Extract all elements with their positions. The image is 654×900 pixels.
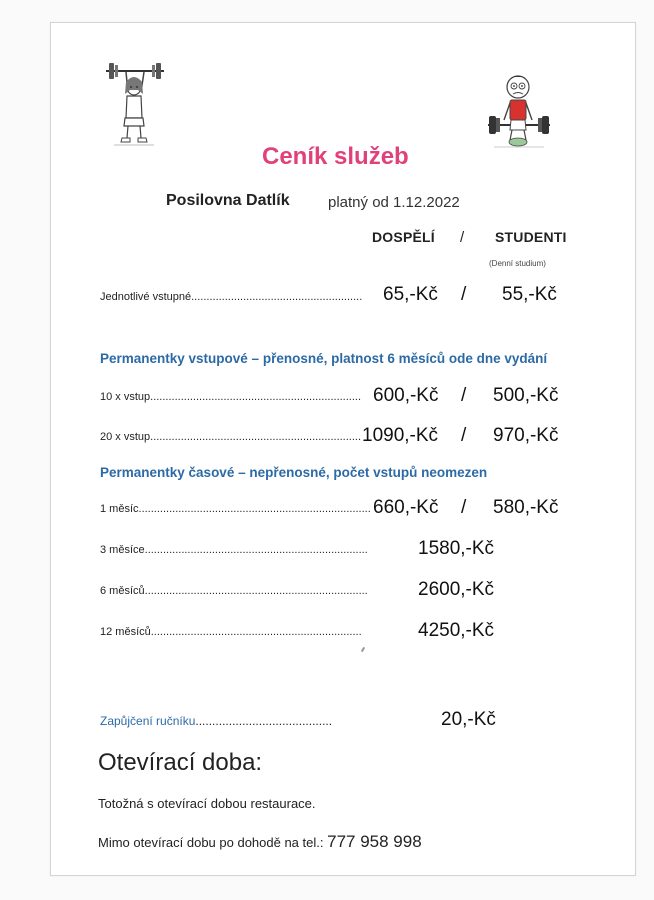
month-3-label: 3 měsíce......................................................................... <box>100 544 368 556</box>
column-adults: DOSPĚLÍ <box>372 229 435 245</box>
column-students: STUDENTI <box>495 229 567 245</box>
weightlifter-man-icon <box>484 70 554 150</box>
month-12-label: 12 měsíců..................................................................... <box>100 626 362 638</box>
month-6-label: 6 měsíců......................................................................... <box>100 585 368 597</box>
valid-from: platný od 1.12.2022 <box>328 194 460 211</box>
towel-price: 20,-Kč <box>441 709 496 730</box>
single-entry-label: Jednotlivé vstupné........................................................ <box>100 291 363 303</box>
month-12-price: 4250,-Kč <box>418 620 495 641</box>
page-title: Ceník služeb <box>262 143 409 170</box>
towel-label: Zapůjčení ručníku......................................... <box>100 714 333 728</box>
weightlifter-girl-icon <box>100 58 170 150</box>
pass-20-student-price: 970,-Kč <box>493 425 559 446</box>
single-entry-student-price: 55,-Kč <box>502 284 557 305</box>
month-1-adult-price: 660,-Kč <box>373 497 439 518</box>
students-note: (Denní studium) <box>489 259 546 268</box>
pass-10-separator: / <box>461 385 467 406</box>
column-separator: / <box>460 229 465 246</box>
month-3-price: 1580,-Kč <box>418 538 495 559</box>
phone-number: 777 958 998 <box>327 832 422 851</box>
pass-20-label: 20 x vstup..................................................................... <box>100 431 362 443</box>
single-entry-adult-price: 65,-Kč <box>383 284 438 305</box>
gym-name: Posilovna Datlík <box>166 192 290 209</box>
section-time-passes: Permanentky časové – nepřenosné, počet vstupů neomezen <box>100 465 488 480</box>
opening-hours-title: Otevírací doba: <box>98 749 263 776</box>
month-1-label: 1 měsíc............................................................................ <box>100 503 371 515</box>
opening-hours-line2: Mimo otevírací dobu po dohodě na tel.: 777 958 998 <box>98 832 422 851</box>
month-6-price: 2600,-Kč <box>418 579 495 600</box>
section-transferable: Permanentky vstupové – přenosné, platnost 6 měsíců ode dne vydání <box>100 351 548 366</box>
month-1-separator: / <box>461 497 467 518</box>
pass-10-label: 10 x vstup..................................................................... <box>100 391 362 403</box>
single-entry-separator: / <box>461 284 467 305</box>
pass-10-student-price: 500,-Kč <box>493 385 559 406</box>
pass-20-adult-price: 1090,-Kč <box>362 425 439 446</box>
month-1-student-price: 580,-Kč <box>493 497 559 518</box>
pass-20-separator: / <box>461 425 467 446</box>
opening-hours-line1: Totožná s otevírací dobou restaurace. <box>98 796 316 811</box>
pass-10-adult-price: 600,-Kč <box>373 385 439 406</box>
